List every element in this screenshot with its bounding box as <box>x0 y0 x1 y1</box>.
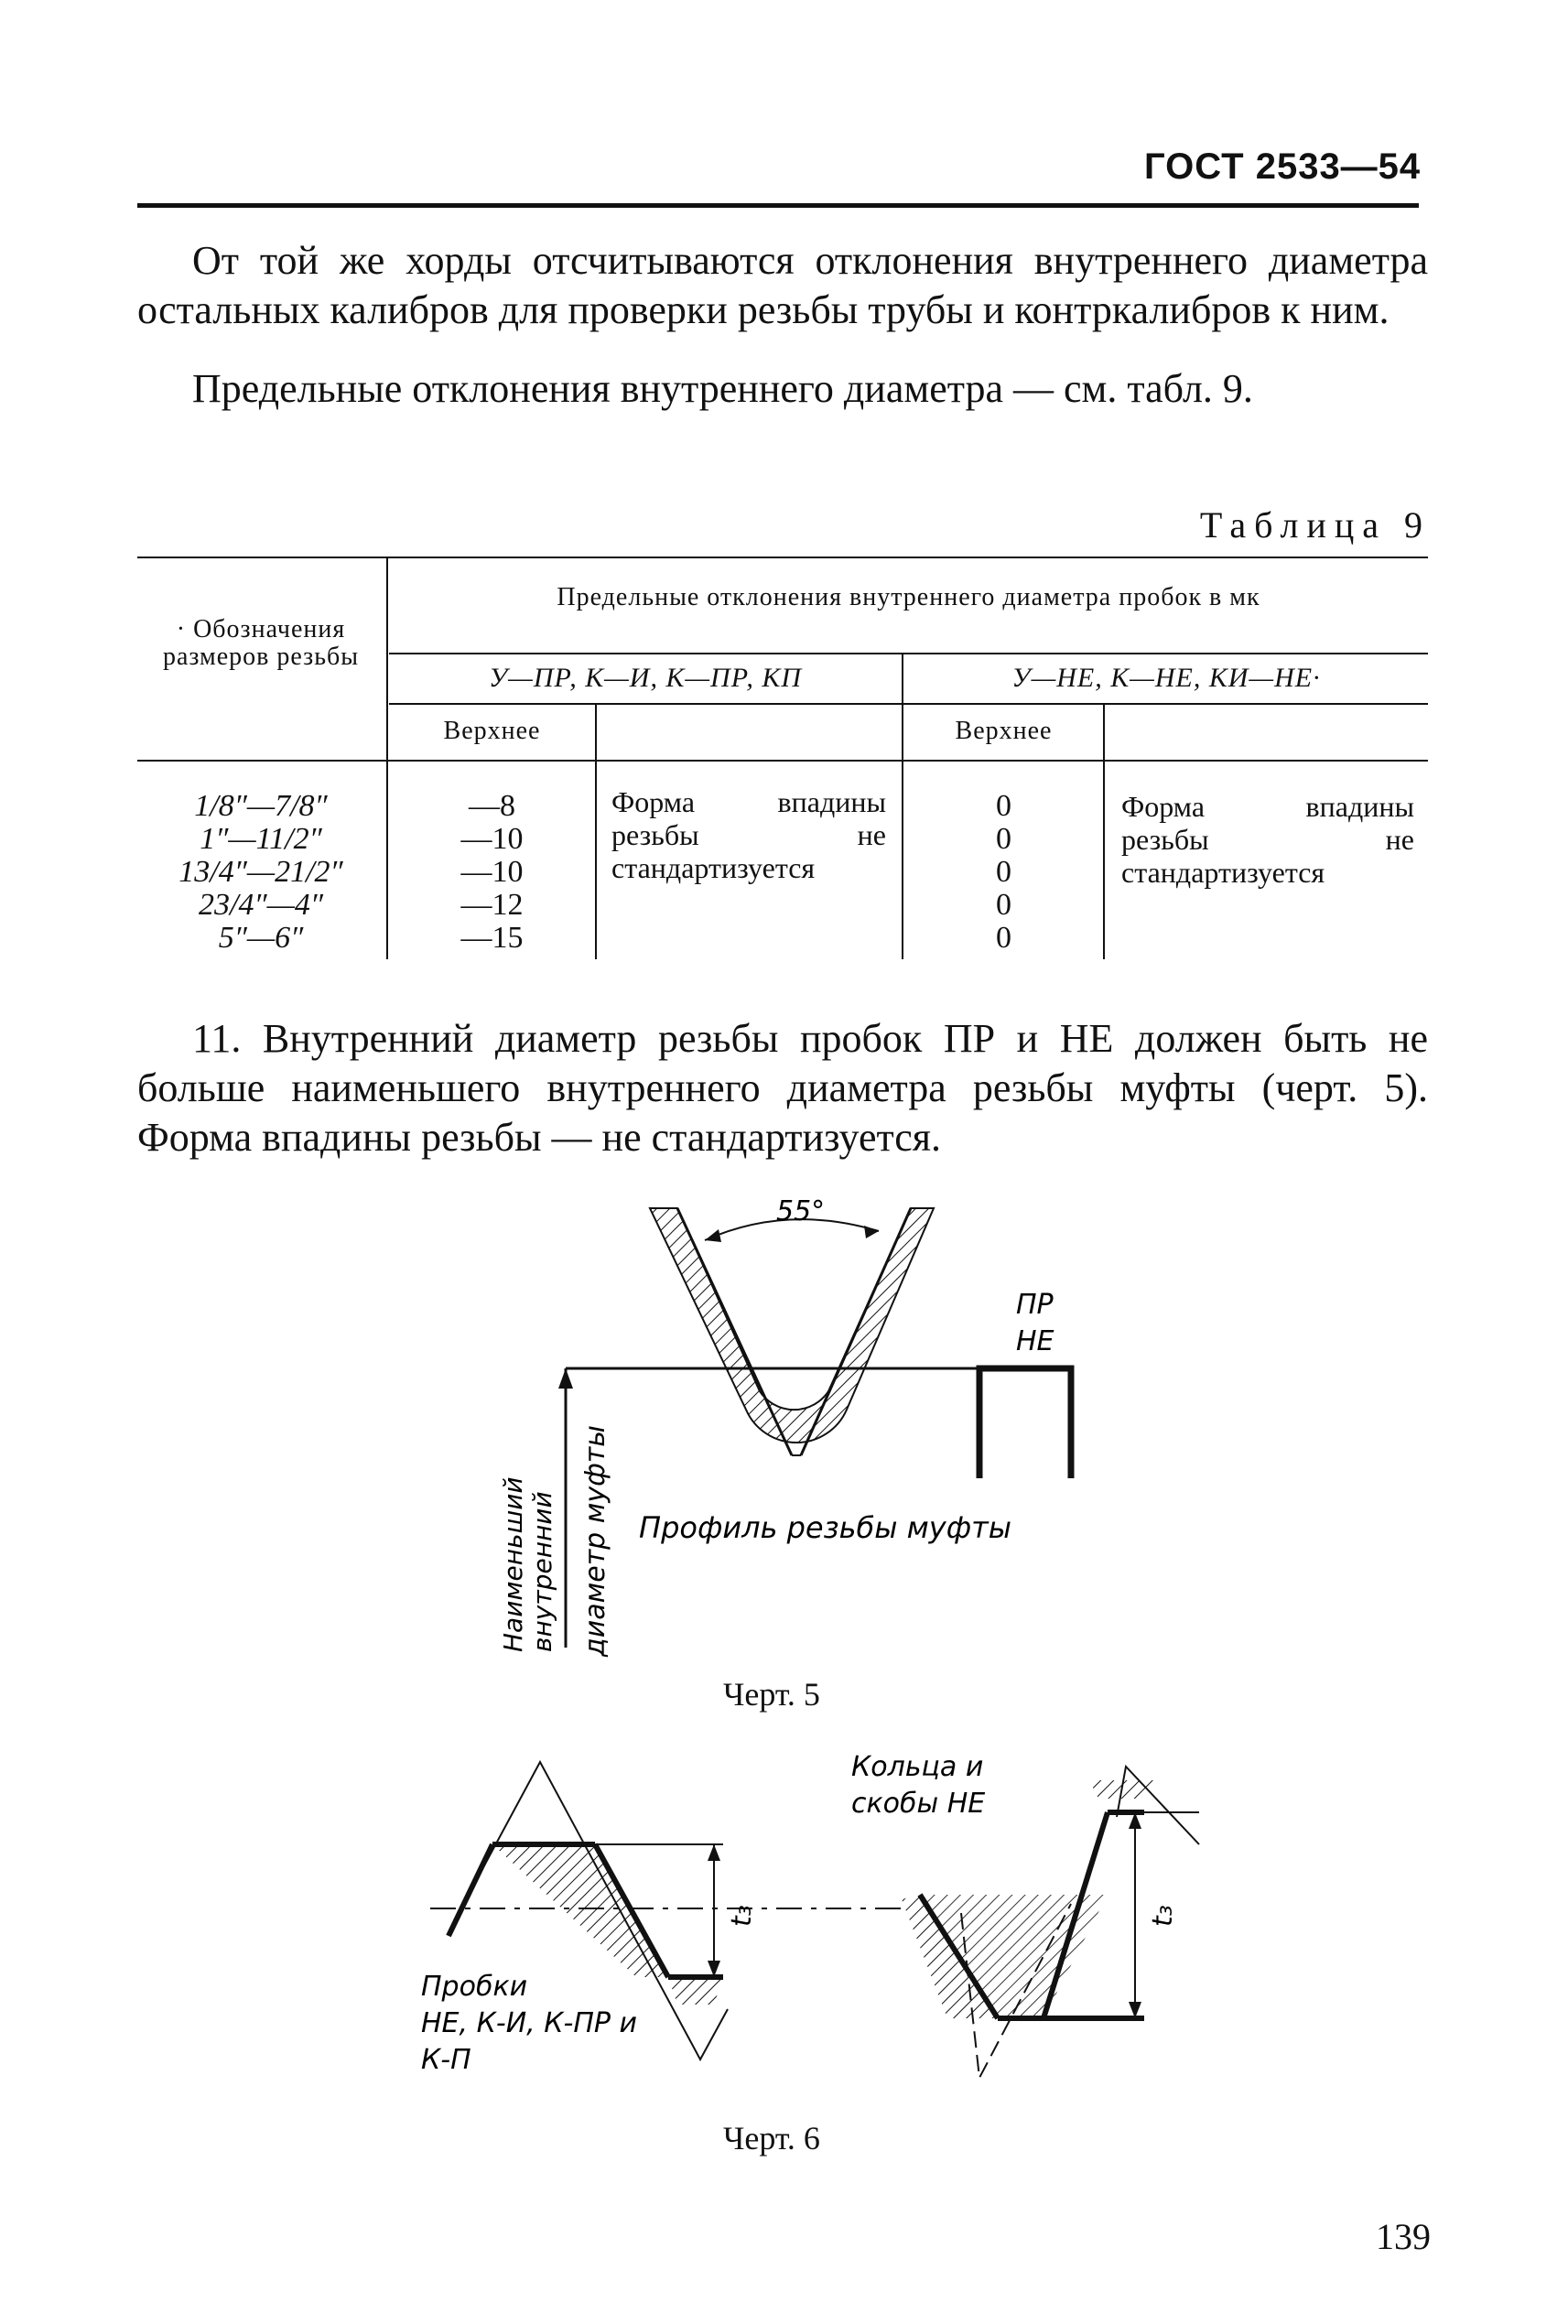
plugs-label-3: К-П <box>421 2044 471 2076</box>
upper-right-header: Верхнее <box>955 717 1053 745</box>
table-rule-group <box>389 653 1428 654</box>
page-number: 139 <box>1376 2216 1431 2257</box>
value-cell: 0 <box>996 855 1011 889</box>
size-column <box>137 790 384 955</box>
sub-header-left: У—ПР, К—И, К—ПР, КП <box>488 663 802 693</box>
angle-label: 55° <box>776 1195 826 1227</box>
size-cell: 13/4″—21/2″ <box>178 855 343 889</box>
profile-label: Профиль резьбы муфты <box>639 1510 1011 1545</box>
col-size-header: · Обозначения размеров резьбы <box>162 615 360 671</box>
t3-arrow-up <box>708 1844 720 1861</box>
size-cell: 5″—6″ <box>218 921 304 955</box>
section-11: 11. Внутренний диаметр резьбы пробок ПР и НЕ должен быть не больше наименьшего внутреннего диаметра резьбы муфты (черт. 5). Форма впадины резьбы — не стандартизуется. <box>137 1016 1428 1160</box>
angle-arrow-left <box>705 1229 721 1242</box>
value-cell: —10 <box>460 822 524 856</box>
ring-tip-hatch <box>1089 1780 1162 1799</box>
figure-5-caption: Черт. 5 <box>723 1676 820 1713</box>
paragraph-1: От той же хорды отсчитываются отклонения внутреннего диаметра остальных калибров для проверки резьбы трубы и контркалибров к ним. <box>137 238 1428 332</box>
paragraph-2: Предельные отклонения внутреннего диаметра — см. табл. 9. <box>192 366 1253 411</box>
profile-flank-right <box>801 1208 911 1455</box>
vertical-label-1: Наименьший <box>498 1476 528 1652</box>
angle-arrow-right <box>864 1226 879 1238</box>
figure-6 <box>412 1744 1217 2092</box>
size-cell: 1″—11/2″ <box>200 822 322 856</box>
table-rule-upper <box>389 760 1428 762</box>
value-cell: 0 <box>996 822 1011 856</box>
table-vline-1 <box>386 557 388 959</box>
table-rule-top <box>137 557 1428 558</box>
plug-hatch <box>492 1844 668 1977</box>
table-title: Таблица 9 <box>1199 504 1431 546</box>
figure-5 <box>485 1185 1126 1661</box>
value-cell: —8 <box>469 789 515 823</box>
t3-left-label: t₃ <box>726 1905 758 1927</box>
table-vline-4 <box>1103 703 1105 959</box>
label-ne: НЕ <box>1016 1325 1054 1357</box>
gauge-pr-ne <box>979 1368 1071 1478</box>
header-rule <box>137 203 1419 208</box>
figure-6-caption: Черт. 6 <box>723 2120 820 2156</box>
plugs-label-2: НЕ, К-И, К-ПР и <box>421 2007 638 2039</box>
label-pr: ПР <box>1016 1289 1054 1321</box>
table-vline-3 <box>902 653 903 959</box>
plug-flank-left <box>449 1844 492 1936</box>
table-9 <box>137 557 1428 959</box>
plugs-label-1: Пробки <box>421 1971 528 2003</box>
vertical-label-3: диаметр муфты <box>579 1425 611 1657</box>
dimension-arrow <box>558 1368 573 1389</box>
value-cell: —10 <box>460 855 524 889</box>
right-values-column <box>904 790 1103 955</box>
rings-label-2: скобы НЕ <box>851 1788 986 1820</box>
profile-flank-left <box>677 1208 792 1455</box>
size-cell: 23/4″—4″ <box>199 888 323 922</box>
table-vline-2 <box>595 703 597 959</box>
group-header: Предельные отклонения внутреннего диаметра пробок в мк <box>557 583 1260 611</box>
rings-label-1: Кольца и <box>851 1751 984 1783</box>
value-cell: 0 <box>996 921 1011 955</box>
vertical-label-2: внутренний <box>527 1491 557 1652</box>
gost-code: ГОСТ 2533—54 <box>1144 146 1422 187</box>
plug-tip-hatch <box>668 1977 723 2005</box>
size-cell: 1/8″—7/8″ <box>194 789 328 823</box>
value-cell: 0 <box>996 789 1011 823</box>
value-cell: —12 <box>460 888 524 922</box>
table-rule-sub <box>389 703 1428 705</box>
left-note: Форма впадины резьбы не стандартизуется <box>611 785 886 884</box>
upper-left-header: Верхнее <box>443 717 541 745</box>
value-cell: 0 <box>996 888 1011 922</box>
right-note: Форма впадины резьбы не стандартизуется <box>1121 790 1414 889</box>
t3-right-label: t₃ <box>1147 1905 1179 1927</box>
spacer <box>1126 1872 1153 2018</box>
ring-outer-profile <box>1117 1767 1199 1844</box>
value-cell: —15 <box>460 921 524 955</box>
left-values-column <box>389 790 595 955</box>
sub-header-right: У—НЕ, К—НЕ, КИ—НЕ· <box>1011 663 1321 693</box>
